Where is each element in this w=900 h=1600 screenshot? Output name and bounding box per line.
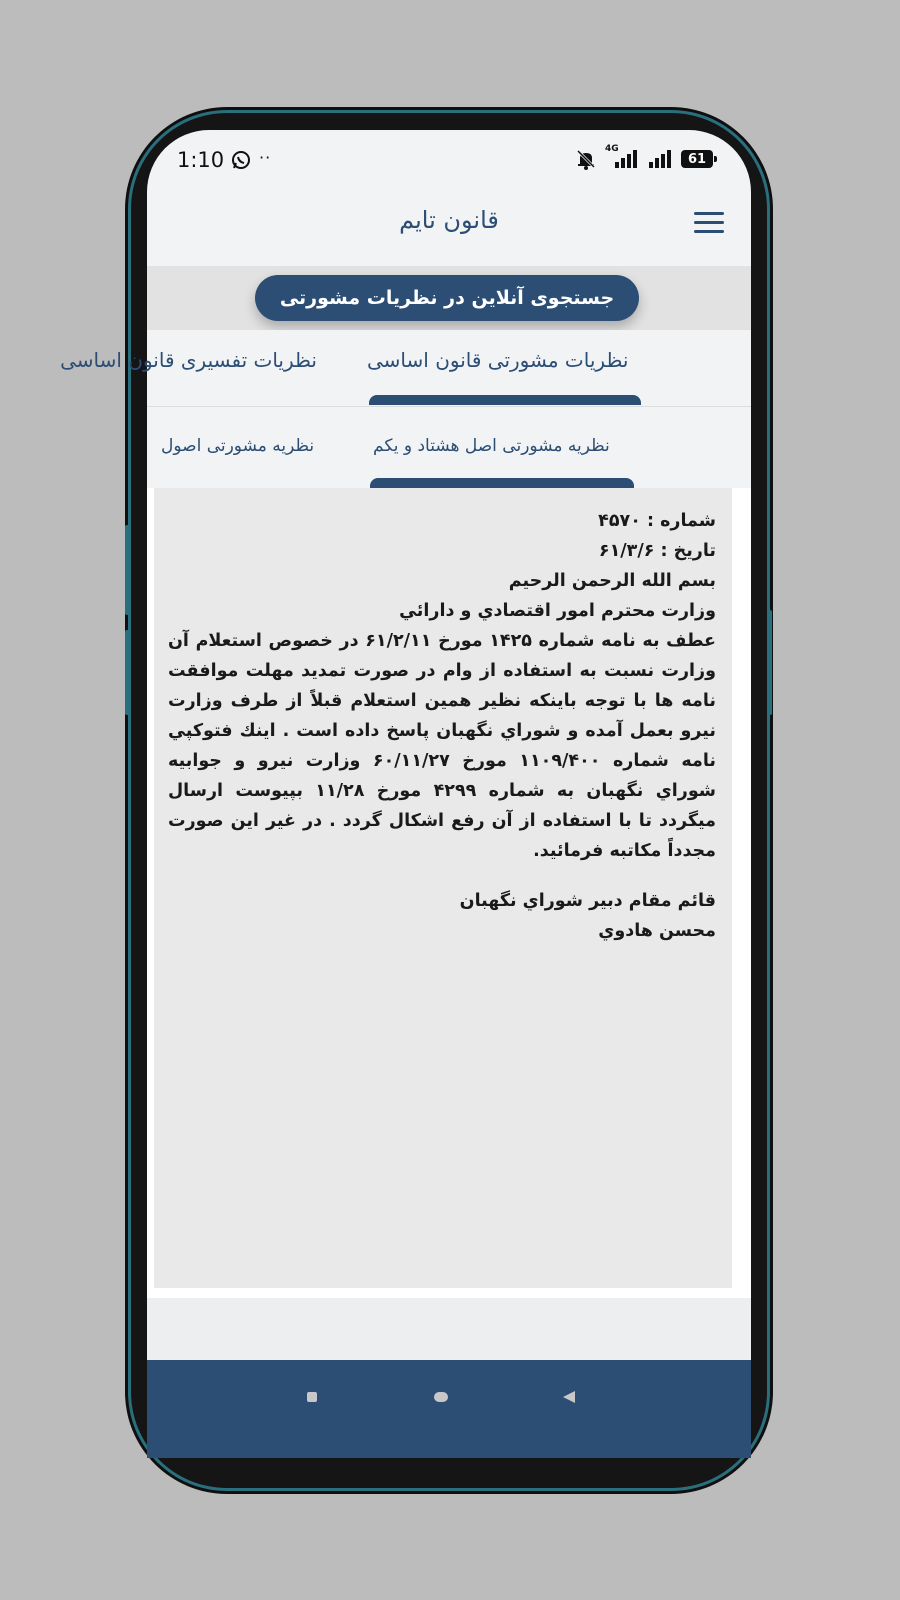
signal-icon [647, 148, 673, 170]
home-button[interactable] [434, 1392, 448, 1402]
document-number: شماره : ۴۵۷۰ [598, 511, 716, 531]
menu-icon[interactable] [694, 212, 724, 236]
signer-name: محسن هادوي [598, 921, 716, 941]
signal-4g-icon [605, 144, 639, 170]
signer-title: قائم مقام دبیر شوراي نگهبان [459, 891, 716, 911]
battery-level: 61 [687, 151, 707, 167]
bottom-spacer [147, 1298, 751, 1360]
back-button[interactable] [563, 1391, 575, 1403]
sub-tab-indicator [370, 478, 634, 488]
screen [60, 130, 751, 1458]
status-bar [147, 130, 751, 190]
document-basmala: بسم الله الرحمن الرحيم [508, 571, 716, 591]
notification-dots: ·· [259, 148, 272, 167]
whatsapp-icon [231, 150, 251, 170]
online-search-button[interactable]: جستجوی آنلاین در نظریات مشورتی [255, 275, 639, 321]
app-title: قانون تایم [399, 206, 499, 234]
tab-articles[interactable]: نظریه مشورتی اصول [161, 436, 315, 456]
system-nav-bar [147, 1360, 751, 1458]
tab-constitution-interpretive[interactable]: نظریات تفسیری قانون اساسی [60, 348, 317, 372]
power-button [767, 610, 772, 715]
volume-button [125, 525, 130, 615]
document-body: عطف به نامه شماره ۱۴۲۵ مورخ ۶۱/۲/۱۱ در خصوص استعلام آن وزارت نسبت به استفاده از وام در صورت تمدید مهلت موافقت نامه ها با توجه باینکه نظیر همین استعلام قبلاً از طرف وزارت نیرو بعمل آمده و شوراي نگهبان پاسخ داده است . اینك فتوکپي نامه شماره ۱۱۰۹/۴۰۰ مورخ ۶۰/۱۱/۲۷ وزارت نیرو و جوابیه شوراي نگهبان به شماره ۴۲۹۹ مورخ ۱۱/۲۸ بپیوست ارسال میگردد تا با استفاده از آن رفع اشکال گردد . در غیر این صورت مجدداً مکاتبه فرمائید. [168, 631, 716, 861]
network-type-label: 4G [605, 144, 619, 154]
document-addressee: وزارت محترم امور اقتصادي و دارائي [399, 601, 716, 621]
tab-article-81[interactable]: نظریه مشورتی اصل هشتاد و یکم [373, 436, 610, 456]
status-time: 1:10 [177, 148, 225, 172]
content-area [147, 488, 751, 1298]
document-panel [154, 488, 732, 1288]
recents-button[interactable] [307, 1392, 317, 1402]
bell-muted-icon [575, 148, 597, 170]
document-date: تاریخ : ۶۱/۳/۶ [598, 541, 716, 561]
search-strip [147, 266, 751, 330]
document-text [168, 506, 716, 946]
volume-button-lower [125, 630, 130, 715]
app-bar [147, 190, 751, 266]
status-icons [575, 144, 713, 170]
battery-icon [681, 150, 713, 168]
main-tab-indicator [369, 395, 641, 405]
tab-constitution-advisory[interactable]: نظریات مشورتی قانون اساسی [367, 348, 629, 372]
